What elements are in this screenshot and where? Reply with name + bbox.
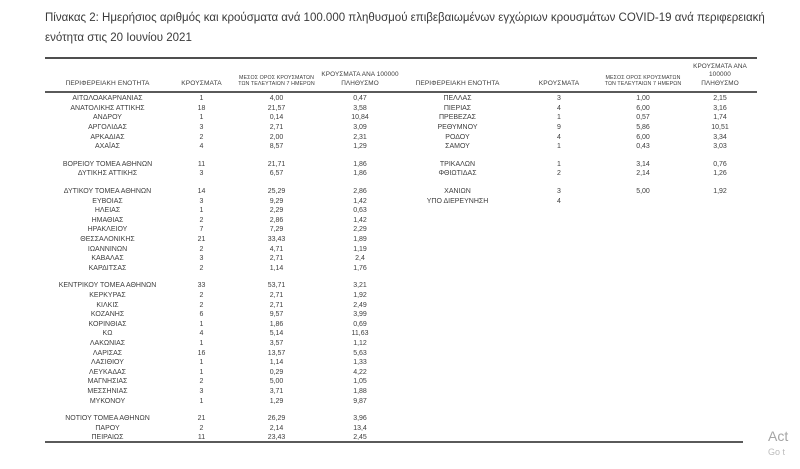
cases-cell: 3 [557,95,561,103]
avg-7day-cell: 9,57 [269,311,284,319]
avg-7day-cell: 2,86 [269,216,284,224]
avg-7day-cell: 1,14 [269,264,284,272]
per-100k-cell: 1,42 [353,197,367,205]
avg-7day-cell: 21,57 [267,104,286,112]
per-100k-cell: 10,84 [351,114,369,122]
table-row [400,123,757,133]
per-100k-cell: 2,49 [353,301,367,309]
per-100k-cell: 2,45 [353,434,367,442]
cases-cell: 4 [557,197,561,205]
per-100k-cell: 2,15 [713,95,727,103]
avg-7day-cell: 23,43 [267,434,286,442]
table-caption: Πίνακας 2: Ημερήσιος αριθμός και κρούσματα ανά 100.000 πληθυσμού επιβεβαιωμένων εγχώριων κρουσμάτων COVID-19 ανά περιφερειακή ενότητα στις 20 Ιουνίου 2021 [45,12,765,44]
avg-7day-cell: 0,57 [636,114,650,122]
avg-7day-cell: 8,57 [269,143,284,151]
table-row [45,291,400,301]
avg-7day-cell: 2,29 [269,207,284,215]
column-header-avg7-line2: ΤΩΝ ΤΕΛΕΥΤΑΙΩΝ 7 ΗΜΕΡΩΝ [604,81,682,88]
avg-7day-cell: 2,00 [269,133,284,141]
cases-cell: 2 [199,245,204,253]
avg-7day-cell: 1,14 [269,359,284,367]
cases-cell: 1 [199,359,204,367]
per-100k-cell: 1,88 [353,387,367,395]
table-group [400,94,757,152]
avg-7day-cell: 0,29 [269,368,284,376]
table-row [45,169,400,179]
table-row [400,169,757,179]
table-group [45,160,400,179]
per-100k-cell: 2,86 [353,188,367,196]
table-row [45,187,400,197]
column-header-cases: ΚΡΟΥΣΜΑΤΑ [538,79,580,87]
table-group [45,281,400,406]
cases-cell: 11 [197,160,206,168]
table-row [45,387,400,397]
region-name-cell: ΚΕΝΤΡΙΚΟΥ ΤΟΜΕΑ ΑΘΗΝΩΝ [58,282,157,290]
table-row [45,206,400,216]
table-row [45,244,400,254]
cases-cell: 2 [199,264,204,272]
cases-cell: 14 [197,188,206,196]
cases-cell: 3 [199,197,204,205]
per-100k-cell: 0,69 [353,320,367,328]
table-row [400,132,757,142]
region-name-cell: ΜΕΣΣΗΝΙΑΣ [87,387,128,395]
column-header-per100k [320,71,400,88]
avg-7day-cell: 53,71 [267,282,286,290]
per-100k-cell: 3,09 [353,124,367,132]
per-100k-cell: 1,86 [353,170,367,178]
cases-cell: 3 [199,255,204,263]
region-name-cell: ΠΑΡΟΥ [95,424,120,432]
avg-7day-cell: 21,71 [267,160,286,168]
cases-cell: 2 [199,216,204,224]
per-100k-cell: 1,29 [353,143,367,151]
cases-cell: 2 [199,424,204,432]
avg-7day-cell: 4,00 [269,95,284,103]
avg-7day-cell: 3,57 [269,339,284,347]
cases-cell: 9 [557,124,561,132]
table-header-underline [45,91,757,93]
column-header-per100k-line2: ΠΛΗΘΥΣΜΟ [341,79,379,87]
column-header-per100k-line1: ΚΡΟΥΣΜΑΤΑ ΑΝΑ 100000 [693,63,747,79]
region-name-cell: ΜΑΓΝΗΣΙΑΣ [87,378,128,386]
per-100k-cell: 11,63 [351,330,369,338]
per-100k-cell: 1,19 [353,245,367,253]
avg-7day-cell: 5,86 [636,124,650,132]
cases-cell: 1 [199,207,204,215]
table-row [45,216,400,226]
per-100k-cell: 1,92 [353,291,367,299]
avg-7day-cell: 33,43 [267,236,286,244]
cases-cell: 1 [199,368,204,376]
table-row [400,113,757,123]
column-header-per100k-line2: ΠΛΗΘΥΣΜΟ [701,79,739,87]
table-row [45,254,400,264]
cases-cell: 18 [197,104,206,112]
region-name-cell: ΡΟΔΟΥ [445,133,470,141]
table-top-border [45,57,757,59]
region-name-cell: ΒΟΡΕΙΟΥ ΤΟΜΕΑ ΑΘΗΝΩΝ [62,160,153,168]
region-name-cell: ΑΡΚΑΔΙΑΣ [90,133,125,141]
table-row [45,123,400,133]
cases-cell: 1 [199,95,204,103]
avg-7day-cell: 13,57 [267,349,286,357]
cases-cell: 3 [199,170,204,178]
per-100k-cell: 1,26 [713,170,727,178]
avg-7day-cell: 2,71 [269,301,284,309]
region-name-cell: ΚΟΖΑΝΗΣ [90,311,125,319]
avg-7day-cell: 25,29 [267,188,286,196]
cases-cell: 4 [557,104,561,112]
region-name-cell: ΚΑΡΔΙΤΣΑΣ [88,264,127,272]
windows-activation-watermark-line1: Act [768,428,789,444]
cases-cell: 2 [199,301,204,309]
avg-7day-cell: 2,71 [269,291,284,299]
region-name-cell: ΙΩΑΝΝΙΝΩΝ [87,245,128,253]
per-100k-cell: 5,63 [353,349,367,357]
table-group [45,414,400,443]
cases-cell: 21 [197,236,206,244]
region-name-cell: ΚΩ [102,330,113,338]
per-100k-cell: 9,87 [353,397,367,405]
table-row [45,367,400,377]
regions-table-right [400,94,757,206]
table-group [400,160,757,179]
column-header-per100k [683,63,757,88]
per-100k-cell: 3,03 [713,143,727,151]
avg-7day-cell: 26,29 [267,415,286,423]
column-header-region: ΠΕΡΙΦΕΡΕΙΑΚΗ ΕΝΟΤΗΤΑ [65,79,150,87]
per-100k-cell: 13,4 [353,424,367,432]
cases-cell: 2 [199,378,204,386]
table-row [45,281,400,291]
region-name-cell: ΣΑΜΟΥ [445,143,470,151]
per-100k-cell: 3,99 [353,311,367,319]
avg-7day-cell: 6,00 [636,133,650,141]
cases-cell: 2 [199,133,204,141]
avg-7day-cell: 9,29 [269,197,284,205]
cases-cell: 1 [199,339,204,347]
region-name-cell: ΝΟΤΙΟΥ ΤΟΜΕΑ ΑΘΗΝΩΝ [65,415,150,423]
table-row [45,358,400,368]
table-row [400,94,757,104]
region-name-cell: ΥΠΟ ΔΙΕΡΕΥΝΗΣΗ [426,197,489,205]
avg-7day-cell: 7,29 [269,226,284,234]
avg-7day-cell: 6,57 [269,170,284,178]
table-row [45,160,400,170]
cases-cell: 2 [199,291,204,299]
avg-7day-cell: 4,71 [269,245,284,253]
per-100k-cell: 1,42 [353,216,367,224]
per-100k-cell: 0,63 [353,207,367,215]
table-header-row-left [45,61,400,90]
region-name-cell: ΕΥΒΟΙΑΣ [92,197,123,205]
avg-7day-cell: 2,14 [269,424,284,432]
cases-cell: 6 [199,311,204,319]
cases-cell: 1 [199,320,204,328]
table-row [45,225,400,235]
table-row [45,300,400,310]
region-name-cell: ΡΕΘΥΜΝΟΥ [437,124,478,132]
per-100k-cell: 3,16 [713,104,727,112]
table-row [400,160,757,170]
per-100k-cell: 2,29 [353,226,367,234]
region-name-cell: ΠΙΕΡΙΑΣ [443,104,472,112]
per-100k-cell: 1,86 [353,160,367,168]
table-row [45,396,400,406]
cases-cell: 2 [557,170,561,178]
table-row [45,235,400,245]
table-group [45,94,400,152]
region-name-cell: ΔΥΤΙΚΟΥ ΤΟΜΕΑ ΑΘΗΝΩΝ [63,188,152,196]
region-name-cell: ΚΟΡΙΝΘΙΑΣ [88,320,127,328]
column-header-per100k-line1: ΚΡΟΥΣΜΑΤΑ ΑΝΑ 100000 [321,71,399,79]
cases-cell: 1 [557,114,561,122]
avg-7day-cell: 1,29 [269,397,284,405]
avg-7day-cell: 1,86 [269,320,284,328]
column-header-avg7-line2: ΤΩΝ ΤΕΛΕΥΤΑΙΩΝ 7 ΗΜΕΡΩΝ [238,81,315,88]
cases-cell: 1 [199,114,204,122]
region-name-cell: ΔΥΤΙΚΗΣ ΑΤΤΙΚΗΣ [77,170,138,178]
per-100k-cell: 1,92 [713,188,727,196]
cases-cell: 4 [199,330,204,338]
region-name-cell: ΑΝΑΤΟΛΙΚΗΣ ΑΤΤΙΚΗΣ [70,104,145,112]
per-100k-cell: 3,96 [353,415,367,423]
cases-cell: 4 [557,133,561,141]
avg-7day-cell: 1,00 [636,95,650,103]
avg-7day-cell: 2,71 [269,255,284,263]
region-name-cell: ΦΘΙΩΤΙΔΑΣ [438,170,477,178]
region-name-cell: ΧΑΝΙΩΝ [444,188,471,196]
avg-7day-cell: 5,00 [636,188,650,196]
regions-table-left [45,94,400,443]
region-name-cell: ΛΑΣΙΘΙΟΥ [91,359,124,367]
cases-cell: 11 [197,434,206,442]
table-row [400,187,757,197]
table-row [45,339,400,349]
table-row [45,319,400,329]
table-row [45,104,400,114]
column-header-avg7-line1: ΜΕΣΟΣ ΟΡΟΣ ΚΡΟΥΣΜΑΤΩΝ [605,74,681,81]
table-header-row-right [400,61,757,90]
table-row [45,414,400,424]
per-100k-cell: 3,34 [713,133,727,141]
region-name-cell: ΗΡΑΚΛΕΙΟΥ [87,226,128,234]
table-row [400,196,757,206]
column-header-region: ΠΕΡΙΦΕΡΕΙΑΚΗ ΕΝΟΤΗΤΑ [415,79,500,87]
region-name-cell: ΛΑΚΩΝΙΑΣ [89,339,126,347]
per-100k-cell: 2,31 [353,133,367,141]
column-header-avg7 [233,75,320,88]
per-100k-cell: 3,21 [353,282,367,290]
per-100k-cell: 4,22 [353,368,367,376]
table-row [45,264,400,274]
region-name-cell: ΑΧΑΪΑΣ [95,143,120,151]
cases-cell: 4 [199,143,204,151]
cases-cell: 33 [197,282,206,290]
avg-7day-cell: 5,00 [269,378,284,386]
per-100k-cell: 0,47 [353,95,367,103]
per-100k-cell: 1,12 [353,339,367,347]
table-group [45,187,400,273]
table-row [45,377,400,387]
cases-cell: 3 [199,124,204,132]
region-name-cell: ΛΑΡΙΣΑΣ [92,349,123,357]
region-name-cell: ΠΡΕΒΕΖΑΣ [438,114,476,122]
region-name-cell: ΑΝΔΡΟΥ [93,114,122,122]
table-row [45,196,400,206]
table-bottom-border [45,441,743,443]
per-100k-cell: 0,76 [713,160,727,168]
table-row [45,423,400,433]
avg-7day-cell: 2,71 [269,124,284,132]
region-name-cell: ΚΕΡΚΥΡΑΣ [89,291,126,299]
region-name-cell: ΗΜΑΘΙΑΣ [91,216,124,224]
avg-7day-cell: 3,14 [636,160,650,168]
column-header-avg7-line1: ΜΕΣΟΣ ΟΡΟΣ ΚΡΟΥΣΜΑΤΩΝ [238,74,314,81]
per-100k-cell: 10,51 [711,124,729,132]
cases-cell: 3 [557,188,561,196]
avg-7day-cell: 2,14 [636,170,650,178]
region-name-cell: ΗΛΕΙΑΣ [94,207,121,215]
table-row [45,348,400,358]
avg-7day-cell: 5,14 [269,330,284,338]
per-100k-cell: 2,4 [355,255,365,263]
region-name-cell: ΤΡΙΚΑΛΩΝ [439,160,476,168]
region-name-cell: ΑΡΓΟΛΙΔΑΣ [88,124,127,132]
cases-cell: 1 [557,143,561,151]
cases-cell: 7 [199,226,204,234]
region-name-cell: ΛΕΥΚΑΔΑΣ [88,368,127,376]
per-100k-cell: 1,74 [713,114,727,122]
avg-7day-cell: 0,14 [269,114,284,122]
column-header-avg7 [603,75,683,88]
cases-cell: 21 [197,415,206,423]
avg-7day-cell: 6,00 [636,104,650,112]
avg-7day-cell: 3,71 [269,387,284,395]
table-row [400,104,757,114]
cases-cell: 1 [557,160,561,168]
windows-activation-watermark-line2: Go t [768,447,786,457]
per-100k-cell: 1,76 [353,264,367,272]
region-name-cell: ΠΕΛΛΑΣ [443,95,472,103]
table-row [400,142,757,152]
table-row [45,310,400,320]
cases-cell: 3 [199,387,204,395]
region-name-cell: ΠΕΙΡΑΙΩΣ [91,434,124,442]
per-100k-cell: 1,89 [353,236,367,244]
table-row [45,132,400,142]
table-row [45,329,400,339]
table-row [45,94,400,104]
cases-cell: 1 [199,397,204,405]
per-100k-cell: 1,33 [353,359,367,367]
region-name-cell: ΚΑΒΑΛΑΣ [91,255,124,263]
per-100k-cell: 3,58 [353,104,367,112]
region-name-cell: ΑΙΤΩΛΟΑΚΑΡΝΑΝΙΑΣ [72,95,143,103]
cases-cell: 16 [197,349,206,357]
column-header-cases: ΚΡΟΥΣΜΑΤΑ [181,79,222,87]
table-row [45,113,400,123]
avg-7day-cell: 0,43 [636,143,650,151]
region-name-cell: ΘΕΣΣΑΛΟΝΙΚΗΣ [80,236,135,244]
region-name-cell: ΚΙΛΚΙΣ [96,301,119,309]
table-group [400,187,757,206]
per-100k-cell: 1,05 [353,378,367,386]
region-name-cell: ΜΥΚΟΝΟΥ [89,397,126,405]
table-row [45,142,400,152]
